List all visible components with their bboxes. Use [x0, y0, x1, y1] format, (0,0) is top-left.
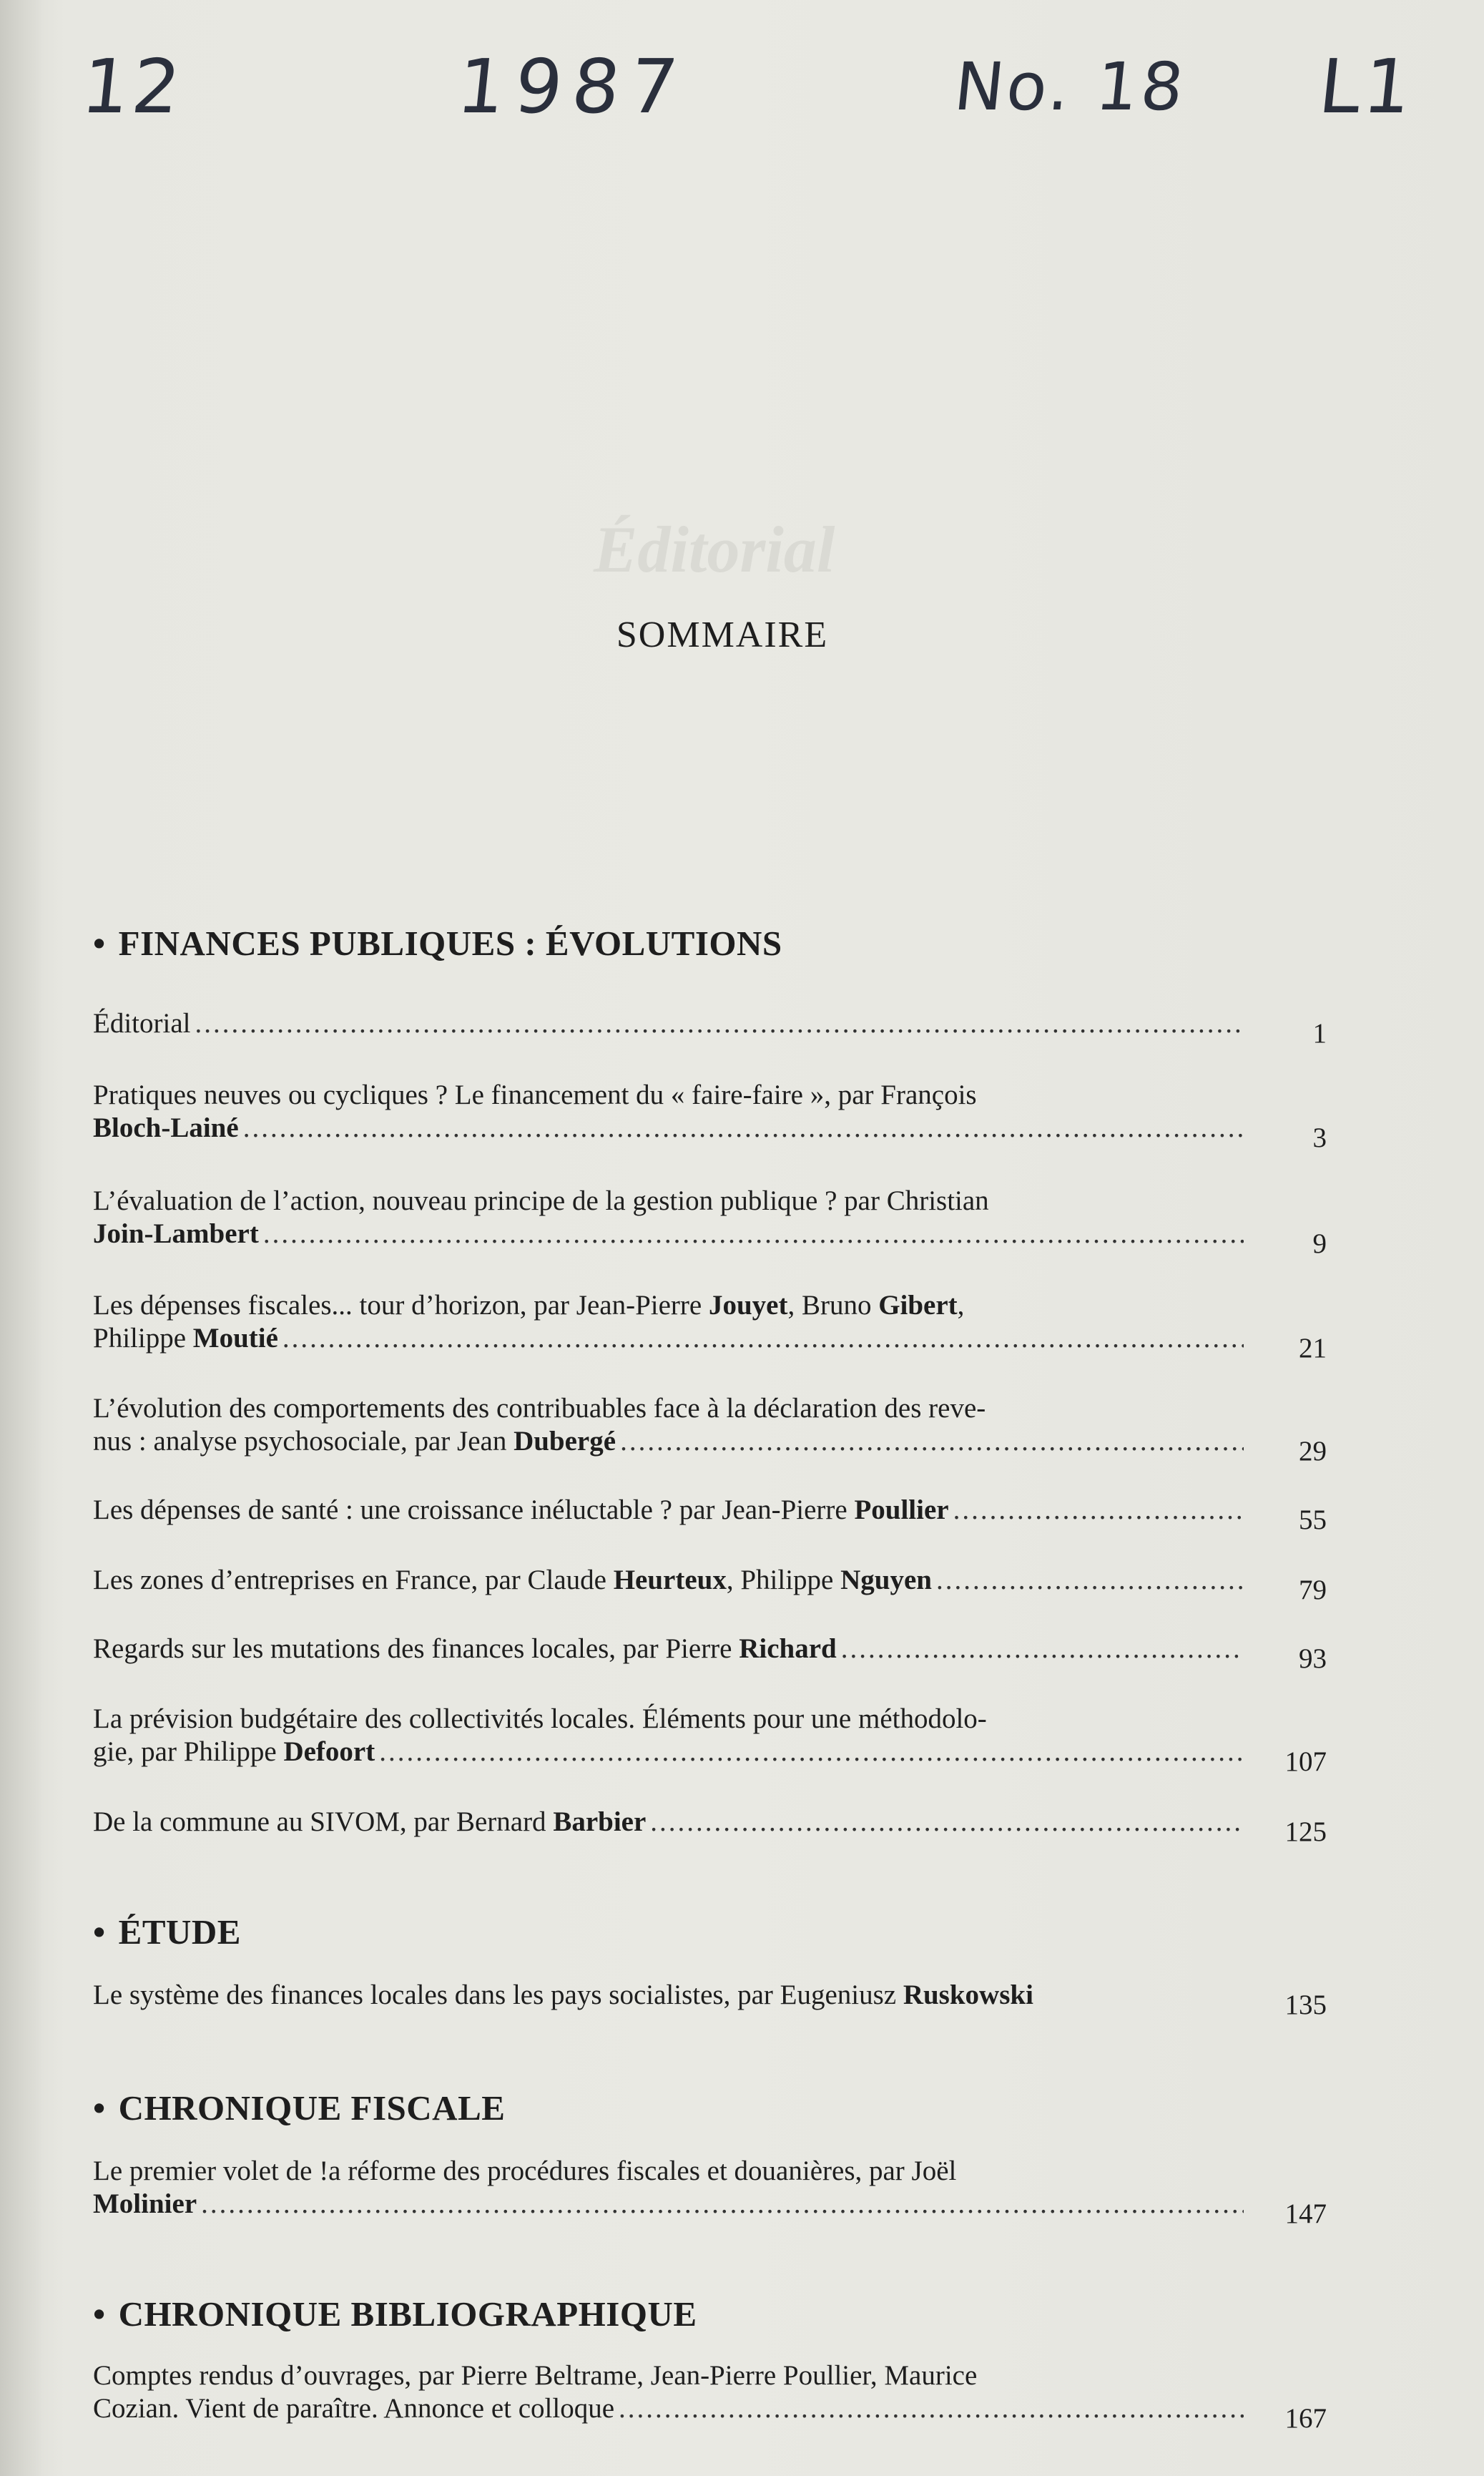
toc-entry-sivom[interactable] [93, 1806, 1327, 1847]
entry-title: De la commune au SIVOM, par Bernard [93, 1806, 554, 1837]
entry-author: Gibert [878, 1290, 958, 1321]
section-heading-chronique-fiscale [93, 2088, 505, 2128]
handwritten-note-month: 12 [77, 43, 187, 130]
entry-title-continued: Cozian. Vient de paraître. Annonce et colloque [93, 2393, 615, 2424]
entry-title-continued: gie, par Philippe [93, 1736, 284, 1767]
page-number: 107 [1284, 1746, 1327, 1777]
bullet-icon: • [93, 2294, 106, 2334]
section-title: ÉTUDE [118, 1912, 241, 1952]
toc-entry-depenses-fiscales[interactable] [93, 1289, 1327, 1364]
entry-author: Ruskowski [903, 1980, 1033, 2010]
entry-title: Comptes rendus d’ouvrages, par Pierre Beltrame, Jean-Pierre Poullier, Maurice [93, 2360, 978, 2391]
page-number: 29 [1299, 1436, 1327, 1467]
dot-leader [953, 1494, 1244, 1527]
entry-title: Pratiques neuves ou cycliques ? Le financement du « faire-faire », par François [93, 1080, 977, 1110]
toc-entry-finances-locales[interactable] [93, 1633, 1327, 1674]
entry-title: Les dépenses fiscales... tour d’horizon, par Jean-Pierre [93, 1290, 709, 1321]
entry-title: Regards sur les mutations des finances locales, par Pierre [93, 1633, 739, 1664]
entry-author: Poullier [854, 1494, 949, 1525]
page-number: 55 [1299, 1504, 1327, 1535]
page-number: 21 [1299, 1333, 1327, 1364]
dot-leader [841, 1633, 1244, 1665]
entry-author: Heurteux [613, 1565, 727, 1595]
entry-title: Les dépenses de santé : une croissance inéluctable ? par Jean-Pierre [93, 1494, 855, 1525]
entry-title: Éditorial [93, 1008, 191, 1039]
section-title: CHRONIQUE BIBLIOGRAPHIQUE [118, 2294, 697, 2334]
toc-entry-zones-entreprises[interactable] [93, 1564, 1327, 1605]
bullet-icon: • [93, 924, 106, 963]
entry-author: Defoort [283, 1736, 375, 1767]
entry-author: Richard [739, 1633, 837, 1664]
dot-leader [620, 1425, 1244, 1458]
section-title: FINANCES PUBLIQUES : ÉVOLUTIONS [118, 924, 782, 963]
dot-leader [282, 1322, 1244, 1355]
bullet-icon: • [93, 2088, 106, 2128]
entry-author-prefix: Philippe [93, 1323, 193, 1354]
dot-leader [195, 1007, 1244, 1040]
handwritten-note-code: L1 [1315, 43, 1419, 130]
page-number: 1 [1312, 1018, 1327, 1049]
entry-separator: , [957, 1290, 965, 1321]
entry-title: La prévision budgétaire des collectivités locales. Éléments pour une méthodolo- [93, 1703, 987, 1734]
entry-separator: , Philippe [726, 1565, 841, 1595]
toc-entry-comptes-rendus[interactable] [93, 2359, 1327, 2434]
bullet-icon: • [93, 1912, 106, 1952]
dot-leader [936, 1564, 1244, 1597]
entry-title: Le premier volet de !a réforme des procédures fiscales et douanières, par Joël [93, 2156, 957, 2186]
toc-entry-bloch-laine[interactable] [93, 1079, 1327, 1153]
entry-author: Barbier [553, 1806, 647, 1837]
bleed-through-text: Éditorial [594, 513, 835, 586]
entry-title-continued: nus : analyse psychosociale, par Jean [93, 1426, 514, 1457]
toc-entry-prevision-budgetaire[interactable] [93, 1703, 1327, 1777]
entry-author: Dubergé [513, 1426, 616, 1457]
entry-separator: , Bruno [787, 1290, 879, 1321]
handwritten-note-year: 1987 [453, 43, 692, 130]
page-title: SOMMAIRE [616, 615, 829, 655]
toc-entry-join-lambert[interactable] [93, 1185, 1327, 1259]
page-number: 135 [1284, 1990, 1327, 2020]
page-number: 9 [1312, 1228, 1327, 1259]
dot-leader [201, 2188, 1244, 2221]
binding-shadow [0, 0, 43, 2476]
handwritten-note-issue: No. 18 [950, 49, 1190, 125]
entry-title: L’évolution des comportements des contribuables face à la déclaration des reve- [93, 1393, 986, 1424]
section-title: CHRONIQUE FISCALE [118, 2088, 506, 2128]
dot-leader [379, 1736, 1244, 1768]
page-number: 125 [1284, 1816, 1327, 1847]
entry-author: Join-Lambert [93, 1218, 259, 1249]
page-number: 93 [1299, 1643, 1327, 1674]
entry-author: Nguyen [840, 1565, 932, 1595]
toc-entry-reforme-procedures[interactable] [93, 2155, 1327, 2229]
page-number: 3 [1312, 1122, 1327, 1153]
section-heading-chronique-bibliographique [93, 2294, 697, 2334]
entry-author: Moutié [192, 1323, 278, 1354]
dot-leader [619, 2392, 1244, 2425]
toc-entry-editorial[interactable] [93, 1007, 1327, 1049]
dot-leader [243, 1112, 1244, 1145]
page-number: 147 [1284, 2198, 1327, 2229]
dot-leader [650, 1806, 1244, 1839]
entry-title: Les zones d’entreprises en France, par Claude [93, 1565, 614, 1595]
page-number: 167 [1284, 2403, 1327, 2434]
entry-author: Jouyet [708, 1290, 788, 1321]
page-number: 79 [1299, 1575, 1327, 1605]
entry-title: L’évaluation de l’action, nouveau principe de la gestion publique ? par Christian [93, 1185, 989, 1216]
dot-leader [263, 1218, 1244, 1251]
entry-author: Bloch-Lainé [93, 1112, 239, 1143]
section-heading-finances [93, 923, 782, 964]
section-heading-etude [93, 1912, 241, 1952]
entry-title: Le système des finances locales dans les pays socialistes, par Eugeniusz [93, 1980, 903, 2010]
toc-entry-pays-socialistes[interactable] [93, 1979, 1327, 2020]
toc-entry-depenses-sante[interactable] [93, 1494, 1327, 1535]
entry-author: Molinier [93, 2188, 197, 2219]
toc-entry-contribuables[interactable] [93, 1392, 1327, 1467]
